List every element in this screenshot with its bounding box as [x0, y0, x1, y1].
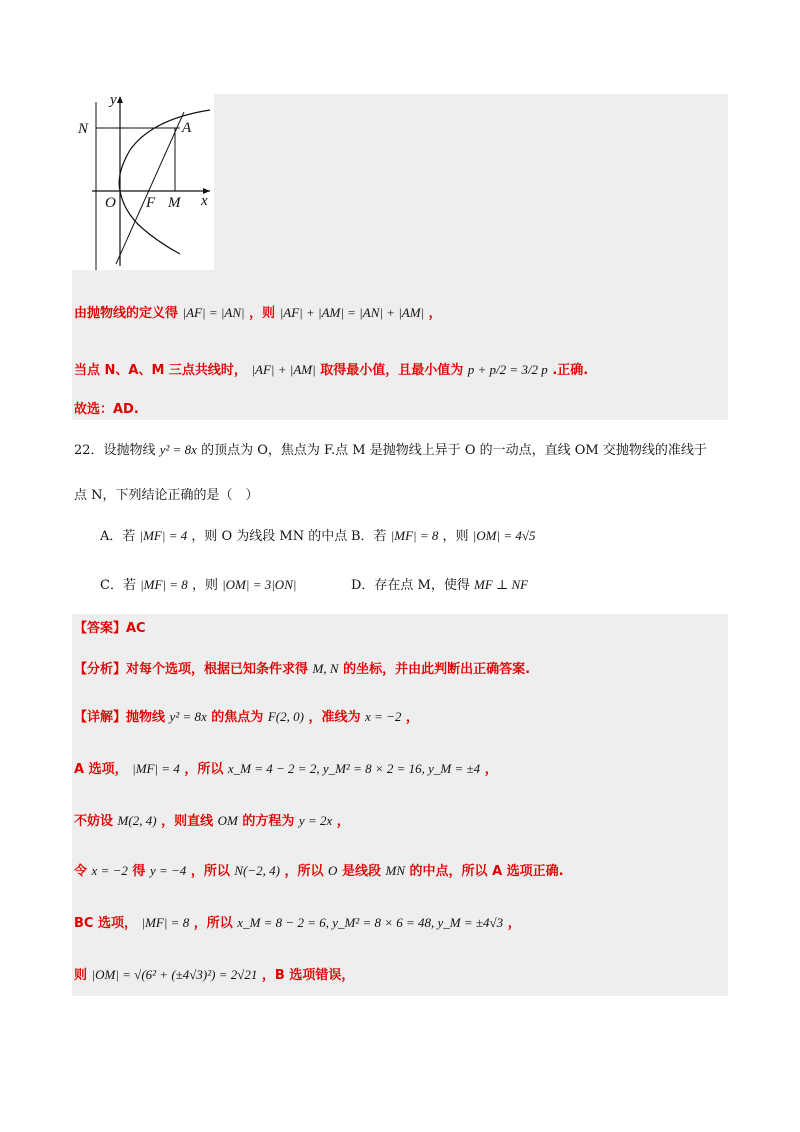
math: y = −4 [149, 863, 187, 878]
text: 则 [74, 968, 88, 983]
text: 得 [132, 864, 146, 879]
math: |MF| = 8 [141, 915, 190, 930]
option-a[interactable] [100, 527, 347, 546]
text: ，则直线 [161, 814, 214, 829]
text: ，所以 [184, 762, 224, 777]
option-d[interactable] [351, 576, 528, 595]
math: y² = 8x [169, 709, 207, 724]
math-af-am: |AF| + |AM| [251, 362, 316, 377]
math: |MF| = 8 [390, 528, 439, 543]
text: 的中点，所以 A 选项正确. [409, 864, 564, 879]
text: 当点 N、A、M 三点共线时， [74, 363, 247, 378]
y-axis-arrow-icon [117, 96, 123, 103]
parabola-diagram [72, 94, 214, 270]
detail-line-6 [74, 966, 354, 985]
text: ，则 [249, 306, 276, 321]
answer-line: 【答案】AC [74, 621, 146, 636]
text: 【详解】抛物线 [74, 710, 166, 725]
text: ， [405, 710, 419, 725]
text: ，则 [191, 578, 218, 593]
text: 的坐标，并由此判断出正确答案. [343, 662, 531, 677]
math: MN [385, 863, 406, 878]
detail-line-2 [74, 760, 498, 779]
math: M, N [312, 661, 339, 676]
math: |MF| = 4 [139, 528, 188, 543]
text: 不妨设 [74, 814, 114, 829]
detail-line-3 [74, 812, 350, 831]
text: ， [428, 306, 442, 321]
text: A．若 [100, 529, 136, 544]
label-o: O [105, 195, 116, 211]
line-fa [116, 112, 184, 264]
math: O [328, 863, 338, 878]
text: 令 [74, 864, 88, 879]
text: B．若 [351, 529, 387, 544]
math: MF ⊥ NF [474, 577, 529, 592]
text: 取得最小值，且最小值为 [320, 363, 464, 378]
math-min-value: p + p/2 = 3/2 p [467, 362, 548, 377]
label-m: M [168, 195, 181, 211]
text: C．若 [100, 578, 136, 593]
text: BC 选项， [74, 916, 137, 931]
prev-solution-line-1 [74, 304, 442, 323]
detail-line-5 [74, 914, 521, 933]
label-x: x [201, 193, 208, 209]
text: D．存在点 M，使得 [351, 578, 470, 593]
label-a: A [182, 120, 192, 136]
text: .正确. [552, 363, 589, 378]
text: ，准线为 [308, 710, 361, 725]
text: ， [507, 916, 521, 931]
text: ， [336, 814, 350, 829]
label-y: y [110, 94, 117, 108]
text: 由抛物线的定义得 [74, 306, 179, 321]
text: 【分析】对每个选项，根据已知条件求得 [74, 662, 309, 677]
text: ， [484, 762, 498, 777]
math: |MF| = 8 [140, 577, 188, 592]
text: ，所以 [190, 864, 230, 879]
text: 的方程为 [242, 814, 295, 829]
parabola-figure [72, 94, 214, 270]
math: y = 2x [298, 813, 333, 828]
math: x = −2 [365, 709, 402, 724]
math: |MF| = 4 [132, 761, 180, 776]
math-sum: |AF| + |AM| = |AN| + |AM| [279, 305, 425, 320]
question-stem-line-2: 点 N，下列结论正确的是（ ） [74, 488, 259, 503]
math: N(−2, 4) [234, 863, 280, 878]
label-f: F [146, 195, 156, 211]
label-n: N [78, 121, 89, 137]
text: 设抛物线 [103, 443, 156, 458]
math: x = −2 [91, 863, 128, 878]
math: |OM| = 3|ON| [222, 577, 297, 592]
text: ，所以 [284, 864, 324, 879]
text: A 选项， [74, 762, 128, 777]
math: x_M = 8 − 2 = 6, y_M² = 8 × 6 = 48, y_M = ±4√3 [237, 915, 504, 930]
math: x_M = 4 − 2 = 2, y_M² = 8 × 2 = 16, y_M = ±4 [227, 761, 481, 776]
analysis-line [74, 660, 530, 679]
math: F(2, 0) [267, 709, 304, 724]
math: |OM| = √(6² + (±4√3)²) = 2√21 [91, 967, 258, 982]
math-af-an: |AF| = |AN| [182, 305, 245, 320]
question-stem-line-1 [74, 441, 707, 460]
prev-solution-line-2 [74, 361, 588, 380]
parabola-curve [119, 110, 210, 254]
detail-line-4 [74, 862, 564, 881]
text: ，则 [442, 529, 469, 544]
text: 是线段 [341, 864, 381, 879]
text: ，所以 [193, 916, 233, 931]
text: ，则 O 为线段 MN 的中点 [191, 529, 348, 544]
text: 的顶点为 O，焦点为 F.点 M 是抛物线上异于 O 的一动点，直线 OM 交抛物线的准线于 [201, 443, 707, 458]
question-number: 22． [74, 443, 104, 458]
math: |OM| = 4√5 [472, 528, 536, 543]
prev-solution-choice: 故选：AD. [74, 402, 139, 417]
option-b[interactable] [351, 527, 535, 546]
text: 的焦点为 [211, 710, 264, 725]
math: OM [217, 813, 238, 828]
option-c[interactable] [100, 576, 296, 595]
math: M(2, 4) [117, 813, 157, 828]
math-parabola: y² = 8x [159, 442, 197, 457]
detail-line-1 [74, 708, 419, 727]
text: ，B 选项错误， [261, 968, 355, 983]
